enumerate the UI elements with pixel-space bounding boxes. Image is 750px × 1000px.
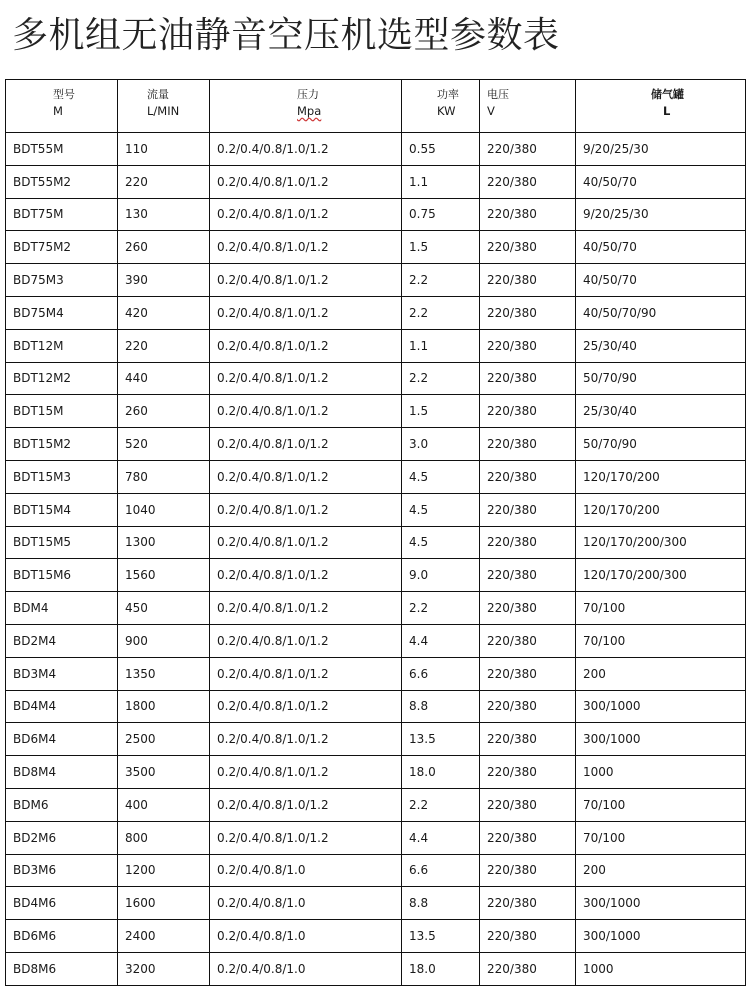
header-power bbox=[402, 80, 480, 133]
cell-pressure: 0.2/0.4/0.8/1.0/1.2 bbox=[210, 296, 402, 329]
cell-pressure: 0.2/0.4/0.8/1.0/1.2 bbox=[210, 559, 402, 592]
cell-voltage: 220/380 bbox=[480, 329, 576, 362]
header-tank bbox=[576, 80, 746, 133]
cell-tank: 40/50/70/90 bbox=[576, 296, 746, 329]
cell-power: 13.5 bbox=[402, 920, 480, 953]
cell-model: BDT15M3 bbox=[6, 460, 118, 493]
cell-tank: 120/170/200/300 bbox=[576, 559, 746, 592]
cell-model: BD75M4 bbox=[6, 296, 118, 329]
header-model-label: 型号 bbox=[53, 88, 75, 101]
table-row bbox=[6, 854, 746, 887]
cell-power: 8.8 bbox=[402, 690, 480, 723]
cell-pressure: 0.2/0.4/0.8/1.0/1.2 bbox=[210, 198, 402, 231]
cell-flow: 2400 bbox=[118, 920, 210, 953]
cell-power: 1.1 bbox=[402, 329, 480, 362]
header-voltage-unit: V bbox=[487, 104, 495, 118]
cell-model: BD3M4 bbox=[6, 657, 118, 690]
cell-tank: 50/70/90 bbox=[576, 362, 746, 395]
cell-flow: 1800 bbox=[118, 690, 210, 723]
cell-power: 1.5 bbox=[402, 395, 480, 428]
table-row bbox=[6, 296, 746, 329]
cell-pressure: 0.2/0.4/0.8/1.0/1.2 bbox=[210, 264, 402, 297]
cell-model: BDT15M4 bbox=[6, 493, 118, 526]
cell-flow: 130 bbox=[118, 198, 210, 231]
cell-flow: 2500 bbox=[118, 723, 210, 756]
cell-pressure: 0.2/0.4/0.8/1.0/1.2 bbox=[210, 428, 402, 461]
cell-pressure: 0.2/0.4/0.8/1.0/1.2 bbox=[210, 460, 402, 493]
cell-tank: 40/50/70 bbox=[576, 231, 746, 264]
cell-voltage: 220/380 bbox=[480, 133, 576, 166]
cell-power: 6.6 bbox=[402, 657, 480, 690]
cell-model: BDT75M bbox=[6, 198, 118, 231]
cell-tank: 120/170/200 bbox=[576, 460, 746, 493]
cell-flow: 3200 bbox=[118, 952, 210, 985]
cell-pressure: 0.2/0.4/0.8/1.0/1.2 bbox=[210, 165, 402, 198]
cell-flow: 1350 bbox=[118, 657, 210, 690]
cell-tank: 300/1000 bbox=[576, 920, 746, 953]
cell-model: BD2M6 bbox=[6, 821, 118, 854]
cell-flow: 110 bbox=[118, 133, 210, 166]
table-row bbox=[6, 690, 746, 723]
cell-pressure: 0.2/0.4/0.8/1.0/1.2 bbox=[210, 362, 402, 395]
cell-tank: 25/30/40 bbox=[576, 395, 746, 428]
header-voltage-label: 电压 bbox=[487, 88, 509, 101]
table-row bbox=[6, 231, 746, 264]
cell-voltage: 220/380 bbox=[480, 756, 576, 789]
cell-tank: 9/20/25/30 bbox=[576, 133, 746, 166]
cell-flow: 520 bbox=[118, 428, 210, 461]
table-row bbox=[6, 493, 746, 526]
cell-tank: 70/100 bbox=[576, 624, 746, 657]
table-row bbox=[6, 887, 746, 920]
header-power-label: 功率 bbox=[437, 88, 459, 101]
cell-power: 4.4 bbox=[402, 821, 480, 854]
cell-voltage: 220/380 bbox=[480, 920, 576, 953]
table-row bbox=[6, 624, 746, 657]
cell-model: BDT12M bbox=[6, 329, 118, 362]
cell-flow: 220 bbox=[118, 165, 210, 198]
cell-tank: 50/70/90 bbox=[576, 428, 746, 461]
table-row bbox=[6, 723, 746, 756]
cell-flow: 900 bbox=[118, 624, 210, 657]
table-row bbox=[6, 329, 746, 362]
header-pressure bbox=[210, 80, 402, 133]
header-model-unit: M bbox=[53, 104, 63, 118]
cell-voltage: 220/380 bbox=[480, 428, 576, 461]
table-row bbox=[6, 756, 746, 789]
header-model bbox=[6, 80, 118, 133]
cell-power: 2.2 bbox=[402, 788, 480, 821]
cell-tank: 120/170/200/300 bbox=[576, 526, 746, 559]
cell-flow: 780 bbox=[118, 460, 210, 493]
header-pressure-label: 压力 bbox=[297, 88, 319, 101]
cell-power: 1.1 bbox=[402, 165, 480, 198]
cell-voltage: 220/380 bbox=[480, 854, 576, 887]
cell-tank: 70/100 bbox=[576, 821, 746, 854]
cell-tank: 300/1000 bbox=[576, 690, 746, 723]
cell-model: BDT55M bbox=[6, 133, 118, 166]
spec-table-body bbox=[6, 80, 746, 986]
table-row bbox=[6, 821, 746, 854]
cell-voltage: 220/380 bbox=[480, 624, 576, 657]
table-row bbox=[6, 428, 746, 461]
cell-flow: 450 bbox=[118, 592, 210, 625]
cell-flow: 1600 bbox=[118, 887, 210, 920]
cell-model: BDT15M6 bbox=[6, 559, 118, 592]
cell-tank: 40/50/70 bbox=[576, 165, 746, 198]
cell-power: 4.5 bbox=[402, 460, 480, 493]
cell-voltage: 220/380 bbox=[480, 231, 576, 264]
cell-tank: 300/1000 bbox=[576, 887, 746, 920]
cell-voltage: 220/380 bbox=[480, 592, 576, 625]
cell-pressure: 0.2/0.4/0.8/1.0/1.2 bbox=[210, 133, 402, 166]
cell-power: 4.5 bbox=[402, 493, 480, 526]
cell-model: BDT15M bbox=[6, 395, 118, 428]
cell-pressure: 0.2/0.4/0.8/1.0 bbox=[210, 854, 402, 887]
cell-flow: 390 bbox=[118, 264, 210, 297]
cell-model: BD8M6 bbox=[6, 952, 118, 985]
cell-flow: 260 bbox=[118, 395, 210, 428]
cell-model: BDT12M2 bbox=[6, 362, 118, 395]
cell-model: BDT55M2 bbox=[6, 165, 118, 198]
cell-power: 8.8 bbox=[402, 887, 480, 920]
table-row bbox=[6, 198, 746, 231]
cell-pressure: 0.2/0.4/0.8/1.0/1.2 bbox=[210, 624, 402, 657]
cell-model: BDM4 bbox=[6, 592, 118, 625]
table-header-row bbox=[6, 80, 746, 133]
cell-tank: 1000 bbox=[576, 952, 746, 985]
spec-table bbox=[5, 79, 746, 986]
table-row bbox=[6, 526, 746, 559]
cell-power: 2.2 bbox=[402, 264, 480, 297]
cell-model: BDT15M5 bbox=[6, 526, 118, 559]
cell-pressure: 0.2/0.4/0.8/1.0/1.2 bbox=[210, 395, 402, 428]
cell-voltage: 220/380 bbox=[480, 887, 576, 920]
table-row bbox=[6, 264, 746, 297]
cell-voltage: 220/380 bbox=[480, 165, 576, 198]
cell-power: 13.5 bbox=[402, 723, 480, 756]
cell-tank: 200 bbox=[576, 854, 746, 887]
cell-power: 18.0 bbox=[402, 756, 480, 789]
table-row bbox=[6, 952, 746, 985]
cell-pressure: 0.2/0.4/0.8/1.0/1.2 bbox=[210, 231, 402, 264]
cell-voltage: 220/380 bbox=[480, 723, 576, 756]
cell-pressure: 0.2/0.4/0.8/1.0 bbox=[210, 887, 402, 920]
cell-flow: 1560 bbox=[118, 559, 210, 592]
cell-voltage: 220/380 bbox=[480, 264, 576, 297]
cell-tank: 120/170/200 bbox=[576, 493, 746, 526]
cell-tank: 40/50/70 bbox=[576, 264, 746, 297]
table-row bbox=[6, 559, 746, 592]
cell-flow: 1300 bbox=[118, 526, 210, 559]
cell-flow: 420 bbox=[118, 296, 210, 329]
cell-pressure: 0.2/0.4/0.8/1.0/1.2 bbox=[210, 821, 402, 854]
cell-voltage: 220/380 bbox=[480, 788, 576, 821]
cell-power: 2.2 bbox=[402, 296, 480, 329]
cell-model: BD6M4 bbox=[6, 723, 118, 756]
table-row bbox=[6, 920, 746, 953]
cell-pressure: 0.2/0.4/0.8/1.0/1.2 bbox=[210, 329, 402, 362]
header-flow bbox=[118, 80, 210, 133]
cell-voltage: 220/380 bbox=[480, 559, 576, 592]
cell-model: BDT15M2 bbox=[6, 428, 118, 461]
table-row bbox=[6, 592, 746, 625]
cell-tank: 9/20/25/30 bbox=[576, 198, 746, 231]
cell-power: 4.4 bbox=[402, 624, 480, 657]
cell-voltage: 220/380 bbox=[480, 493, 576, 526]
cell-model: BD4M4 bbox=[6, 690, 118, 723]
header-flow-label: 流量 bbox=[147, 88, 169, 101]
cell-flow: 440 bbox=[118, 362, 210, 395]
table-row bbox=[6, 165, 746, 198]
cell-power: 9.0 bbox=[402, 559, 480, 592]
cell-flow: 800 bbox=[118, 821, 210, 854]
cell-voltage: 220/380 bbox=[480, 460, 576, 493]
header-power-unit: KW bbox=[437, 104, 456, 118]
table-row bbox=[6, 657, 746, 690]
cell-tank: 200 bbox=[576, 657, 746, 690]
cell-model: BD8M4 bbox=[6, 756, 118, 789]
cell-pressure: 0.2/0.4/0.8/1.0/1.2 bbox=[210, 592, 402, 625]
cell-voltage: 220/380 bbox=[480, 952, 576, 985]
cell-flow: 400 bbox=[118, 788, 210, 821]
cell-voltage: 220/380 bbox=[480, 362, 576, 395]
cell-flow: 1040 bbox=[118, 493, 210, 526]
cell-pressure: 0.2/0.4/0.8/1.0/1.2 bbox=[210, 526, 402, 559]
cell-model: BD3M6 bbox=[6, 854, 118, 887]
table-row bbox=[6, 460, 746, 493]
cell-model: BDM6 bbox=[6, 788, 118, 821]
cell-power: 0.55 bbox=[402, 133, 480, 166]
table-row bbox=[6, 133, 746, 166]
table-row bbox=[6, 362, 746, 395]
cell-pressure: 0.2/0.4/0.8/1.0 bbox=[210, 920, 402, 953]
cell-pressure: 0.2/0.4/0.8/1.0/1.2 bbox=[210, 788, 402, 821]
cell-voltage: 220/380 bbox=[480, 198, 576, 231]
cell-power: 0.75 bbox=[402, 198, 480, 231]
page-title: 多机组无油静音空压机选型参数表 bbox=[12, 15, 560, 56]
cell-model: BD2M4 bbox=[6, 624, 118, 657]
cell-pressure: 0.2/0.4/0.8/1.0/1.2 bbox=[210, 723, 402, 756]
table-row bbox=[6, 788, 746, 821]
cell-voltage: 220/380 bbox=[480, 657, 576, 690]
cell-power: 1.5 bbox=[402, 231, 480, 264]
cell-flow: 1200 bbox=[118, 854, 210, 887]
cell-voltage: 220/380 bbox=[480, 821, 576, 854]
cell-pressure: 0.2/0.4/0.8/1.0/1.2 bbox=[210, 756, 402, 789]
cell-tank: 70/100 bbox=[576, 788, 746, 821]
cell-model: BD6M6 bbox=[6, 920, 118, 953]
cell-model: BDT75M2 bbox=[6, 231, 118, 264]
cell-voltage: 220/380 bbox=[480, 526, 576, 559]
cell-voltage: 220/380 bbox=[480, 296, 576, 329]
cell-voltage: 220/380 bbox=[480, 395, 576, 428]
cell-power: 3.0 bbox=[402, 428, 480, 461]
cell-tank: 300/1000 bbox=[576, 723, 746, 756]
cell-tank: 25/30/40 bbox=[576, 329, 746, 362]
cell-power: 2.2 bbox=[402, 592, 480, 625]
header-tank-label: 储气罐 bbox=[651, 88, 684, 101]
cell-pressure: 0.2/0.4/0.8/1.0/1.2 bbox=[210, 690, 402, 723]
cell-flow: 260 bbox=[118, 231, 210, 264]
cell-power: 18.0 bbox=[402, 952, 480, 985]
table-row bbox=[6, 395, 746, 428]
header-tank-unit: L bbox=[663, 104, 671, 118]
cell-flow: 3500 bbox=[118, 756, 210, 789]
cell-power: 2.2 bbox=[402, 362, 480, 395]
cell-flow: 220 bbox=[118, 329, 210, 362]
cell-pressure: 0.2/0.4/0.8/1.0/1.2 bbox=[210, 493, 402, 526]
cell-power: 4.5 bbox=[402, 526, 480, 559]
cell-pressure: 0.2/0.4/0.8/1.0 bbox=[210, 952, 402, 985]
header-pressure-unit: Mpa bbox=[297, 104, 322, 118]
header-flow-unit: L/MIN bbox=[147, 104, 180, 118]
cell-model: BD4M6 bbox=[6, 887, 118, 920]
cell-tank: 1000 bbox=[576, 756, 746, 789]
cell-power: 6.6 bbox=[402, 854, 480, 887]
cell-model: BD75M3 bbox=[6, 264, 118, 297]
cell-pressure: 0.2/0.4/0.8/1.0/1.2 bbox=[210, 657, 402, 690]
cell-voltage: 220/380 bbox=[480, 690, 576, 723]
header-voltage bbox=[480, 80, 576, 133]
cell-tank: 70/100 bbox=[576, 592, 746, 625]
